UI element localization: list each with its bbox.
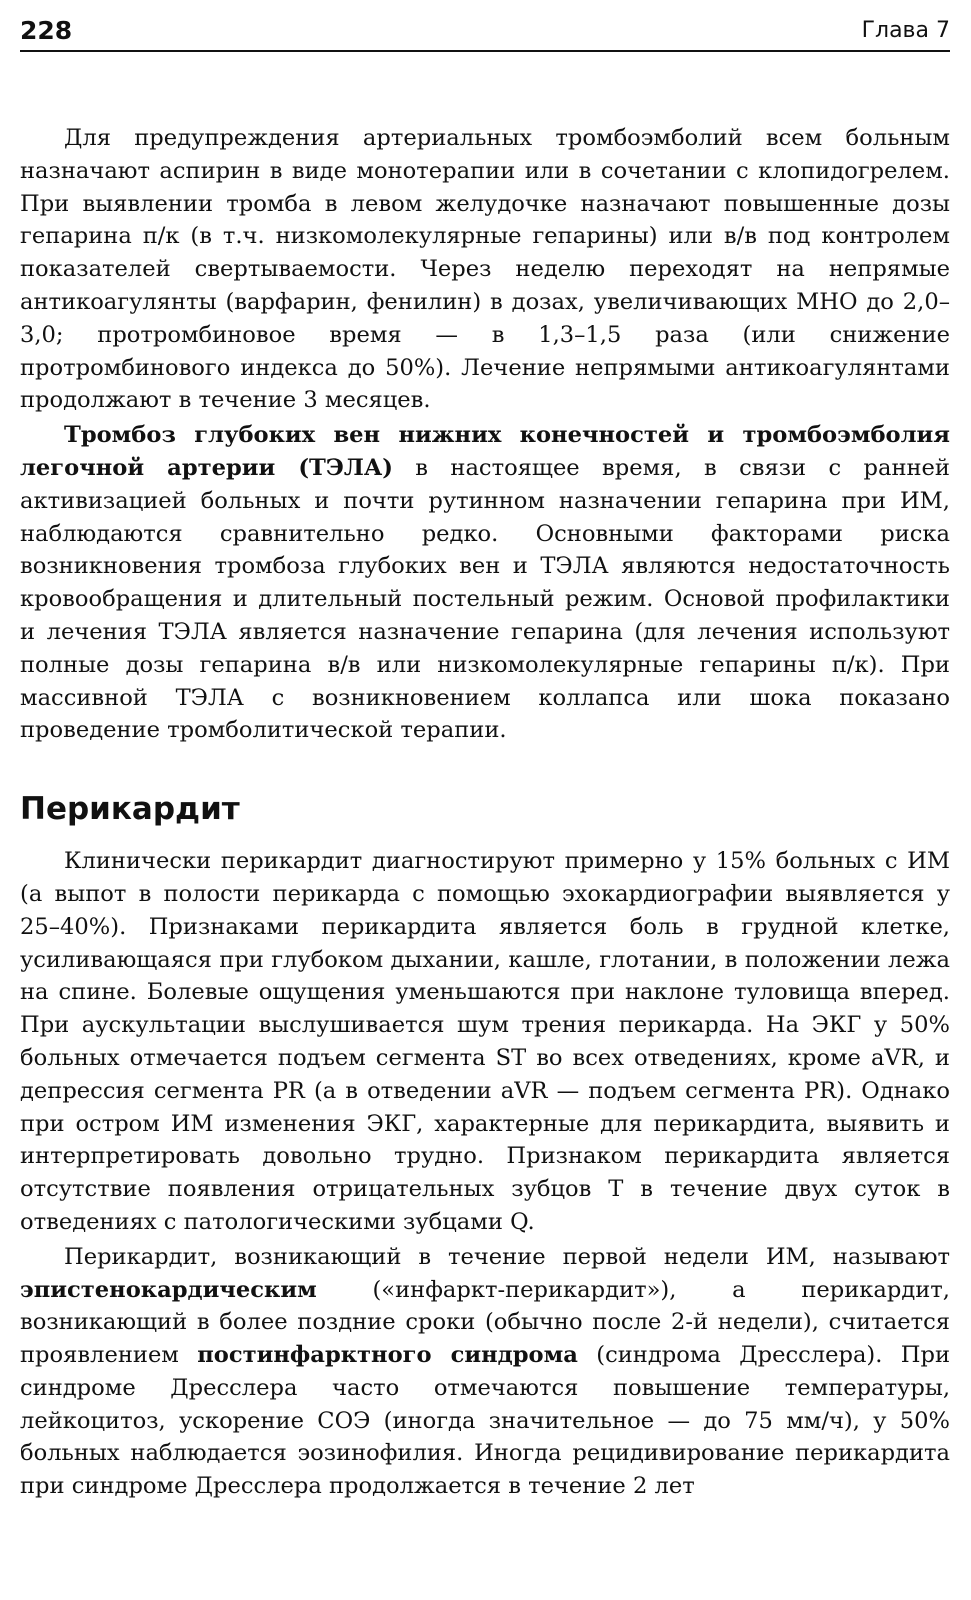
paragraph-tail: (синдрома Дресслера). При синдроме Дресслера часто отмечаются повышение температуры, лейкоцитоз, ускорение СОЭ (иногда значительное — до 75 мм/ч), у 50% больных наблюдается эозинофилия. Иногда рецидивирование перикардита при синдроме Дресслера продолжается в течение 2 лет bbox=[20, 1342, 951, 1500]
bold-term-epistenocardic: эпистенокардическим bbox=[20, 1276, 317, 1303]
paragraph-deep-vein-thrombosis bbox=[20, 419, 950, 747]
paragraph-pericarditis-clinical bbox=[20, 845, 950, 1239]
paragraph-text: Для предупреждения артериальных тромбоэмболий всем больным назначают аспирин в виде монотерапии или в сочетании с клопидогрелем. При выявлении тромба в левом желудочке назначают повышенные дозы гепарина п/к (в т.ч. низкомолекулярные гепарины) или в/в под контролем показателей свертываемости. Через неделю переходят на непрямые антикоагулянты (варфарин, фенилин) в дозах, увеличивающих МНО до 2,0–3,0; протромбиновое время — в 1,3–1,5 раза (или снижение протромбинового индекса до 50%). Лечение непрямыми антикоагулянтами продолжают в течение 3 месяцев. bbox=[20, 125, 950, 414]
page-header bbox=[20, 14, 950, 52]
paragraph-lead: Перикардит, возникающий в течение первой недели ИМ, называют bbox=[64, 1243, 950, 1270]
page-number: 228 bbox=[20, 16, 73, 45]
paragraph-pericarditis-types bbox=[20, 1241, 950, 1503]
book-page bbox=[20, 14, 950, 1503]
paragraph-mid: («инфаркт-перикардит»), а перикардит, возникающий в более поздние сроки (обычно после 2-й недели), считается проявлением bbox=[20, 1276, 950, 1369]
bold-term-dvt-pe: Тромбоз глубоких вен нижних конечностей и тромбоэмболия легочной артерии (ТЭЛА) bbox=[20, 422, 950, 481]
section-title: Перикардит bbox=[20, 791, 240, 828]
paragraph-arterial-thromboembolism bbox=[20, 122, 950, 417]
paragraph-text: в настоящее время, в связи с ранней активизацией больных и почти рутинном назначении гепарина при ИМ, наблюдаются сравнительно редко. Основными факторами риска возникновения тромбоза глубоких вен и ТЭЛА являются недостаточность кровообращения и длительный постельный режим. Основой профилактики и лечения ТЭЛА является назначение гепарина (для лечения используют полные дозы гепарина в/в или низкомолекулярные гепарины п/к). При массивной ТЭЛА с возникновением коллапса или шока показано проведение тромболитической терапии. bbox=[20, 454, 950, 744]
chapter-label: Глава 7 bbox=[861, 18, 950, 43]
body-text bbox=[20, 122, 950, 1503]
paragraph-text: Клинически перикардит диагностируют примерно у 15% больных с ИМ (а выпот в полости перикарда с помощью эхокардиографии выявляется у 25–40%). Признаками перикардита является боль в грудной клетке, усиливающаяся при глубоком дыхании, кашле, глотании, в положении лежа на спине. Болевые ощущения уменьшаются при наклоне туловища вперед. При аускультации выслушивается шум трения перикарда. На ЭКГ у 50% больных отмечается подъем сегмента ST во всех отведениях, кроме aVR, и депрессия сегмента PR (а в отведении aVR — подъем сегмента PR). Однако при остром ИМ изменения ЭКГ, характерные для перикардита, выявить и интерпретировать довольно трудно. Признаком перикардита является отсутствие появления отрицательных зубцов Т в течение двух суток в отведениях с патологическими зубцами Q. bbox=[20, 848, 950, 1235]
bold-term-postinfarction-syndrome: постинфарктного синдрома bbox=[197, 1342, 578, 1369]
